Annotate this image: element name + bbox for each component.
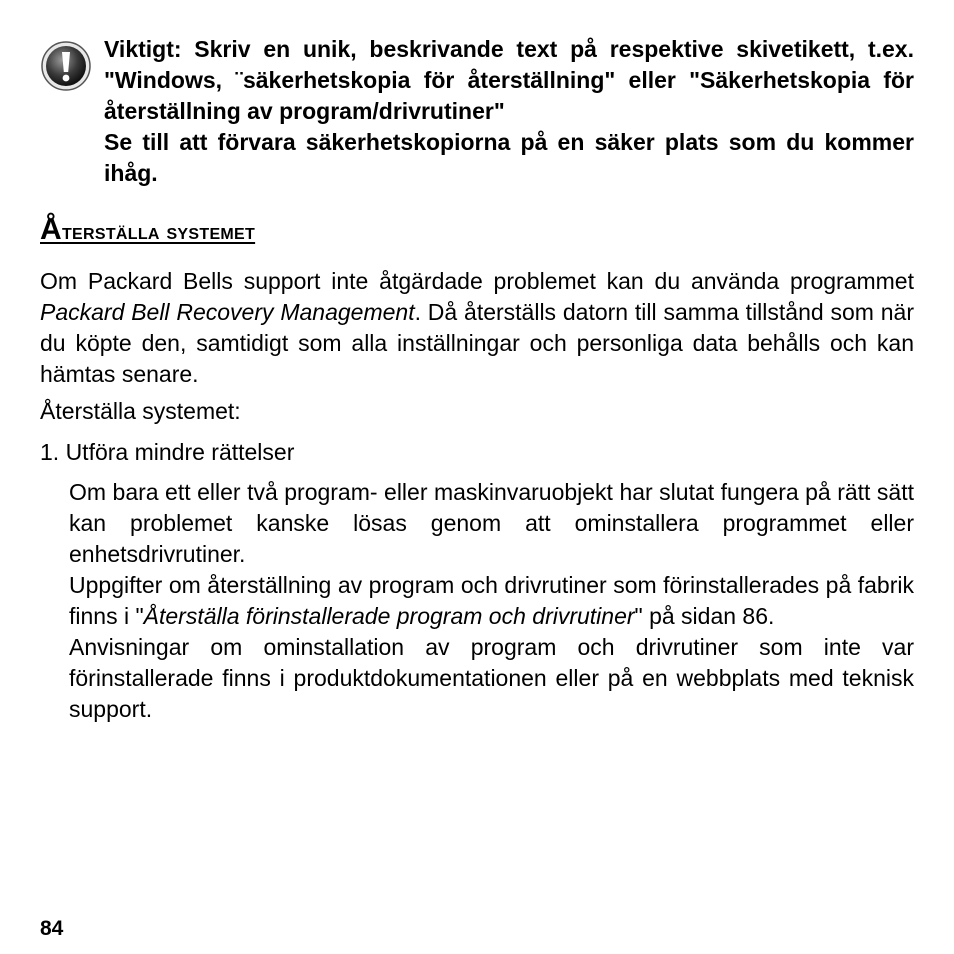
- section-heading-rest: terställa systemet: [61, 218, 256, 244]
- step-1-paragraph-1: Om bara ett eller två program- eller maskinvaruobjekt har slutat fungera på rätt sätt kan problemet kanske lösas genom att ominstallera programmet eller enhetsdrivrutiner.: [69, 479, 914, 567]
- restore-label: Återställa systemet:: [40, 398, 241, 424]
- intro-text-end: . Då återställs datorn till samma tillstånd som när du köpte den, samtidigt som alla inställningar och personliga data behålls och kan hämtas senare.: [40, 299, 914, 387]
- note-text-1: Viktigt: Skriv en unik, beskrivande text på respektive skivetikett, t.ex. "Windows, ¨säkerhetskopia för återställning" eller "Säkerhetskopia för återställning av program/drivrutiner": [104, 36, 914, 124]
- intro-text-start: Om Packard Bells support inte åtgärdade problemet kan du använda programmet: [40, 268, 914, 294]
- section-heading-first-letter: Å: [40, 213, 62, 246]
- step-1-paragraph-3: Anvisningar om ominstallation av program och drivrutiner som inte var förinstallerade finns i produktdokumentationen eller på en webbplats med teknisk support.: [69, 634, 914, 722]
- step-1-paragraph-2: [69, 570, 914, 632]
- important-note: [104, 34, 914, 189]
- step-1-title: 1. Utföra mindre rättelser: [40, 439, 295, 465]
- product-name: Packard Bell Recovery Management: [40, 299, 415, 325]
- cross-reference-link[interactable]: Återställa förinstallerade program och drivrutiner: [143, 603, 635, 629]
- page-number: 84: [40, 917, 64, 940]
- intro-paragraph: [40, 266, 914, 390]
- step-1-content: [69, 477, 914, 725]
- note-text-2: Se till att förvara säkerhetskopiorna på en säker plats som du kommer ihåg.: [104, 129, 914, 186]
- warning-exclamation-icon: [40, 40, 92, 92]
- section-heading: [40, 215, 255, 246]
- step-1-p2-end: " på sidan 86.: [634, 603, 775, 629]
- step-1-p2-start: Uppgifter om återställning av program och drivrutiner som förinstallerades på fabrik finns i ": [69, 572, 914, 629]
